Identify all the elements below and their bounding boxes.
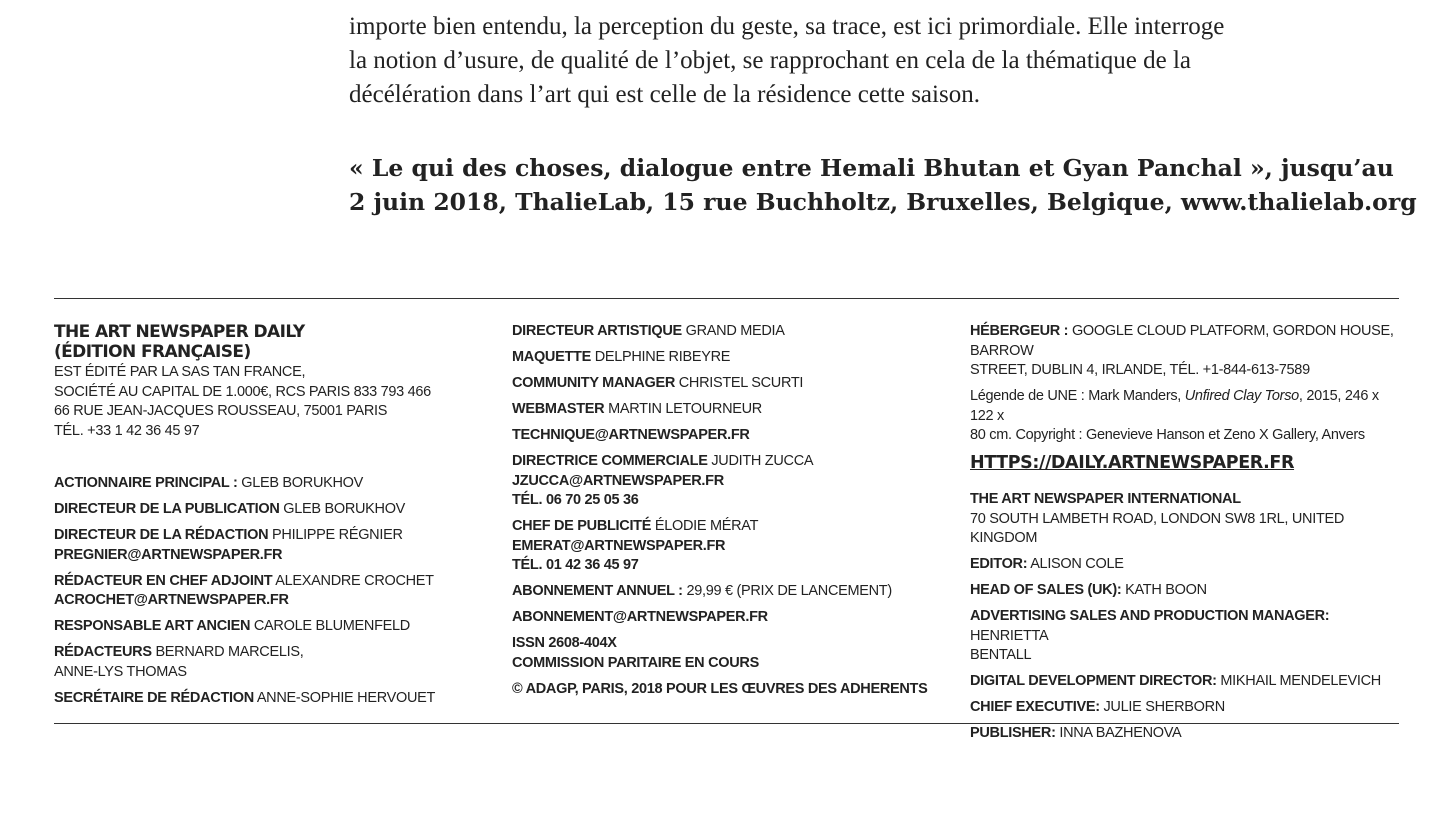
layout-entry: MAQUETTE DELPHINE RIBEYRE [512, 349, 731, 365]
sales-director-email[interactable]: JZUCCA@ARTNEWSPAPER.FR [512, 472, 724, 489]
copyright-entry [512, 680, 942, 700]
advertising-manager-entry: ADVERTISING SALES AND PRODUCTION MANAGER: HENRIETTA BENTALL [970, 608, 1330, 663]
technique-entry [512, 426, 942, 446]
international-entry: THE ART NEWSPAPER INTERNATIONAL 70 SOUTH LAMBETH ROAD, LONDON SW8 1RL, UNITED KINGDOM [970, 491, 1345, 546]
ad-chief-entry: CHEF DE PUBLICITÉ ÉLODIE MÉRAT EMERAT@ARTNEWSPAPER.FR TÉL. 01 42 36 45 97 [512, 517, 942, 576]
footer-top-divider [54, 298, 1399, 299]
deputy-editor-entry: RÉDACTEUR EN CHEF ADJOINT ALEXANDRE CROCHET ACROCHET@ARTNEWSPAPER.FR [54, 572, 484, 611]
sales-director-entry: DIRECTRICE COMMERCIALE JUDITH ZUCCA JZUCCA@ARTNEWSPAPER.FR TÉL. 06 70 25 05 36 [512, 452, 942, 511]
masthead-column-1 [54, 322, 484, 715]
article-body-line: décélération dans l’art qui est celle de la résidence cette saison. [349, 81, 980, 108]
host-entry: HÉBERGEUR : GOOGLE CLOUD PLATFORM, GORDON HOUSE, BARROW STREET, DUBLIN 4, IRLANDE, TÉL. +1-844-613-7589 [970, 323, 1394, 378]
commission: COMMISSION PARITAIRE EN COURS [512, 654, 759, 671]
art-director-entry: DIRECTEUR ARTISTIQUE GRAND MEDIA [512, 323, 785, 339]
editorial-director-entry: DIRECTEUR DE LA RÉDACTION PHILIPPE RÉGNIER PREGNIER@ARTNEWSPAPER.FR [54, 526, 484, 565]
ad-chief-email[interactable]: EMERAT@ARTNEWSPAPER.FR [512, 537, 726, 554]
ancient-art-entry: RESPONSABLE ART ANCIEN CAROLE BLUMENFELD [54, 618, 410, 634]
editorial-director-email[interactable]: PREGNIER@ARTNEWSPAPER.FR [54, 546, 283, 563]
shareholder-entry: ACTIONNAIRE PRINCIPAL : GLEB BORUKHOV [54, 475, 364, 491]
ad-chief-phone: TÉL. 01 42 36 45 97 [512, 557, 639, 573]
technique-email[interactable]: TECHNIQUE@ARTNEWSPAPER.FR [512, 427, 750, 443]
masthead-column-2 [512, 322, 942, 706]
sales-director-phone: TÉL. 06 70 25 05 36 [512, 492, 639, 508]
publisher-info: EST ÉDITÉ PAR LA SAS TAN FRANCE, SOCIÉTÉ AU CAPITAL DE 1.000€, RCS PARIS 833 793 466 66 RUE JEAN-JACQUES ROUSSEAU, 75001 PARIS TÉL. +33 1 42 36 45 97 [54, 364, 431, 439]
article-body-line: importe bien entendu, la perception du geste, sa trace, est ici primordiale. Elle interroge [349, 13, 1225, 40]
head-of-sales-entry: HEAD OF SALES (UK): KATH BOON [970, 582, 1207, 598]
editor-entry: EDITOR: ALISON COLE [970, 556, 1124, 572]
exhibition-credit-line: « Le qui des choses, dialogue entre Hemali Bhutan et Gyan Panchal », jusqu’au [349, 154, 1394, 182]
community-manager-entry: COMMUNITY MANAGER CHRISTEL SCURTI [512, 375, 804, 391]
masthead-title: THE ART NEWSPAPER DAILY (ÉDITION FRANÇAISE) [54, 322, 305, 362]
article-body-line: la notion d’usure, de qualité de l’objet, se rapprochant en cela de la thématique de la [349, 47, 1192, 74]
writers-entry: RÉDACTEURS BERNARD MARCELIS, ANNE-LYS THOMAS [54, 644, 304, 680]
chief-executive-entry: CHIEF EXECUTIVE: JULIE SHERBORN [970, 699, 1225, 715]
site-url-link[interactable]: HTTPS://DAILY.ARTNEWSPAPER.FR [970, 453, 1295, 473]
footer-bottom-divider [54, 723, 1399, 724]
copyright: © ADAGP, PARIS, 2018 POUR LES ŒUVRES DES ADHERENTS [512, 680, 928, 697]
issn: ISSN 2608-404X [512, 635, 617, 651]
subscription-entry: ABONNEMENT ANNUEL : 29,99 € (PRIX DE LANCEMENT) [512, 583, 892, 599]
subscription-email-entry [512, 608, 942, 628]
issn-entry [512, 634, 942, 673]
masthead-column-3 [970, 322, 1400, 750]
secretary-entry: SECRÉTAIRE DE RÉDACTION ANNE-SOPHIE HERVOUET [54, 689, 436, 706]
webmaster-entry: WEBMASTER MARTIN LETOURNEUR [512, 401, 762, 417]
cover-caption: Légende de UNE : Mark Manders, Unfired Clay Torso, 2015, 246 x 122 x 80 cm. Copyright : Genevieve Hanson et Zeno X Gallery, Anvers [970, 388, 1379, 443]
exhibition-credit-line: 2 juin 2018, ThalieLab, 15 rue Buchholtz, Bruxelles, Belgique, www.thalielab.org [349, 188, 1417, 216]
subscription-email[interactable]: ABONNEMENT@ARTNEWSPAPER.FR [512, 609, 768, 625]
digital-director-entry: DIGITAL DEVELOPMENT DIRECTOR: MIKHAIL MENDELEVICH [970, 673, 1381, 689]
deputy-editor-email[interactable]: ACROCHET@ARTNEWSPAPER.FR [54, 592, 289, 608]
article-body-paragraph [349, 10, 1349, 112]
publication-director-entry: DIRECTEUR DE LA PUBLICATION GLEB BORUKHOV [54, 501, 406, 517]
publisher-entry: PUBLISHER: INNA BAZHENOVA [970, 725, 1182, 741]
exhibition-credit [349, 151, 1417, 219]
